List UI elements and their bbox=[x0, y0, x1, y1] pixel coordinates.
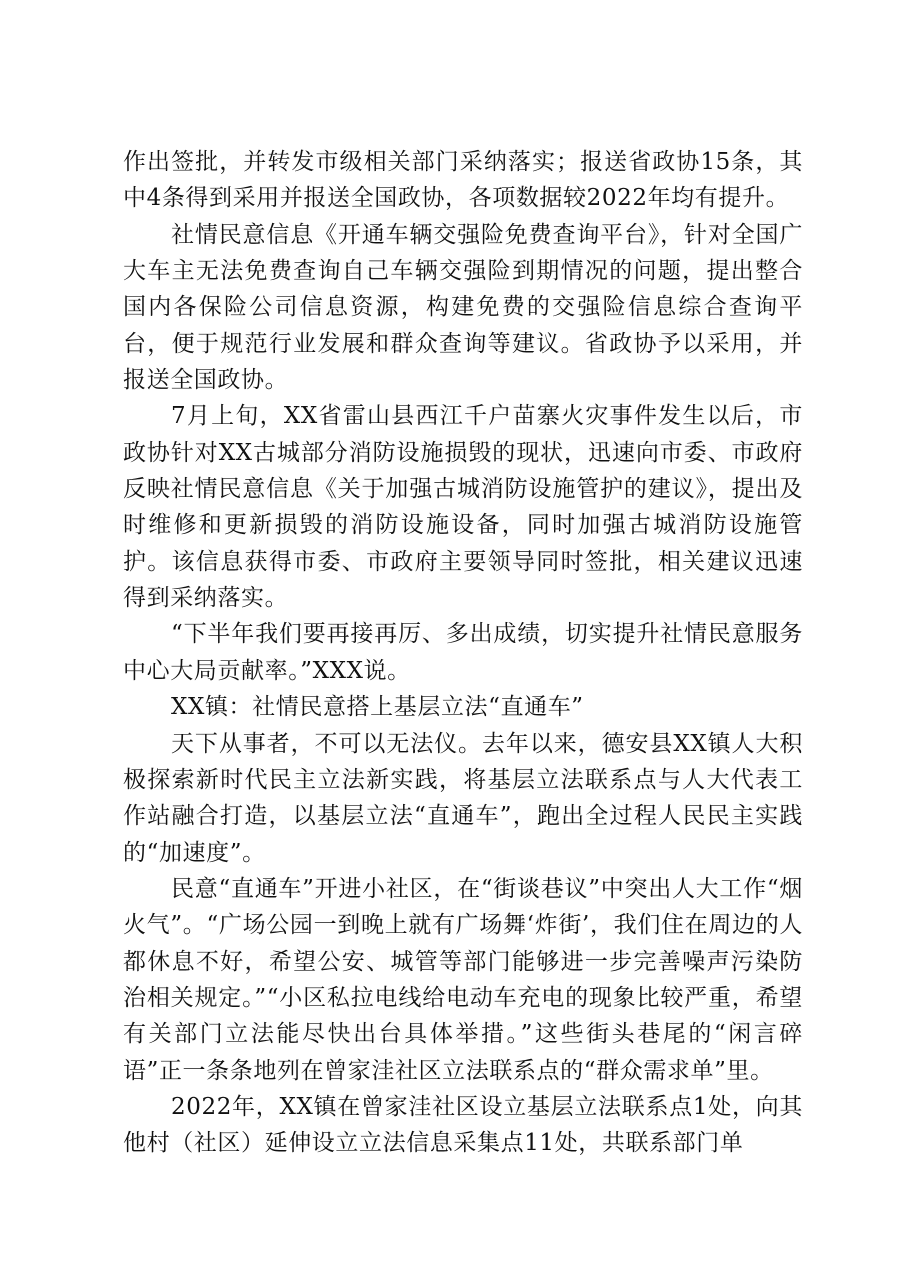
paragraph-2: 社情民意信息《开通车辆交强险免费查询平台》，针对全国广大车主无法免费查询自己车辆交强险到期情况的问题，提出整合国内各保险公司信息资源，构建免费的交强险信息综合查询平台，便于规范行业发展和群众查询等建议。省政协予以采用，并报送全国政协。 bbox=[123, 221, 803, 394]
paragraph-6: 民意“直通车”开进小社区，在“街谈巷议”中突出人大工作“烟火气”。“广场公园一到晚上就有广场舞‘炸街’，我们住在周边的人都休息不好，希望公安、城管等部门能够进一步完善噪声污染防治相关规定。”“小区私拉电线给电动车充电的现象比较严重，希望有关部门立法能尽快出台具体举措。”这些街头巷尾的“闲言碎语”正一条条地列在曾家洼社区立法联系点的“群众需求单”里。 bbox=[123, 875, 803, 1084]
document-body bbox=[123, 144, 803, 1162]
paragraph-5: 天下从事者，不可以无法仪。去年以来，德安县XX镇人大积极探索新时代民主立法新实践，将基层立法联系点与人大代表工作站融合打造，以基层立法“直通车”，跑出全过程人民民主实践的“加速度”。 bbox=[123, 730, 803, 866]
paragraph-3: 7月上旬，XX省雷山县西江千户苗寨火灾事件发生以后，市政协针对XX古城部分消防设施损毁的现状，迅速向市委、市政府反映社情民意信息《关于加强古城消防设施管护的建议》，提出及时维修和更新损毁的消防设施设备，同时加强古城消防设施管护。该信息获得市委、市政府主要领导同时签批，相关建议迅速得到采纳落实。 bbox=[123, 403, 803, 612]
paragraph-4: “下半年我们要再接再厉、多出成绩，切实提升社情民意服务中心大局贡献率。”XXX说。 bbox=[123, 621, 803, 684]
paragraph-7: 2022年，XX镇在曾家洼社区设立基层立法联系点1处，向其他村（社区）延伸设立立法信息采集点11处，共联系部门单 bbox=[123, 1093, 803, 1157]
section-heading: XX镇：社情民意搭上基层立法“直通车” bbox=[171, 694, 584, 721]
paragraph-1: 作出签批，并转发市级相关部门采纳落实；报送省政协15条，其中4条得到采用并报送全国政协，各项数据较2022年均有提升。 bbox=[123, 149, 803, 212]
